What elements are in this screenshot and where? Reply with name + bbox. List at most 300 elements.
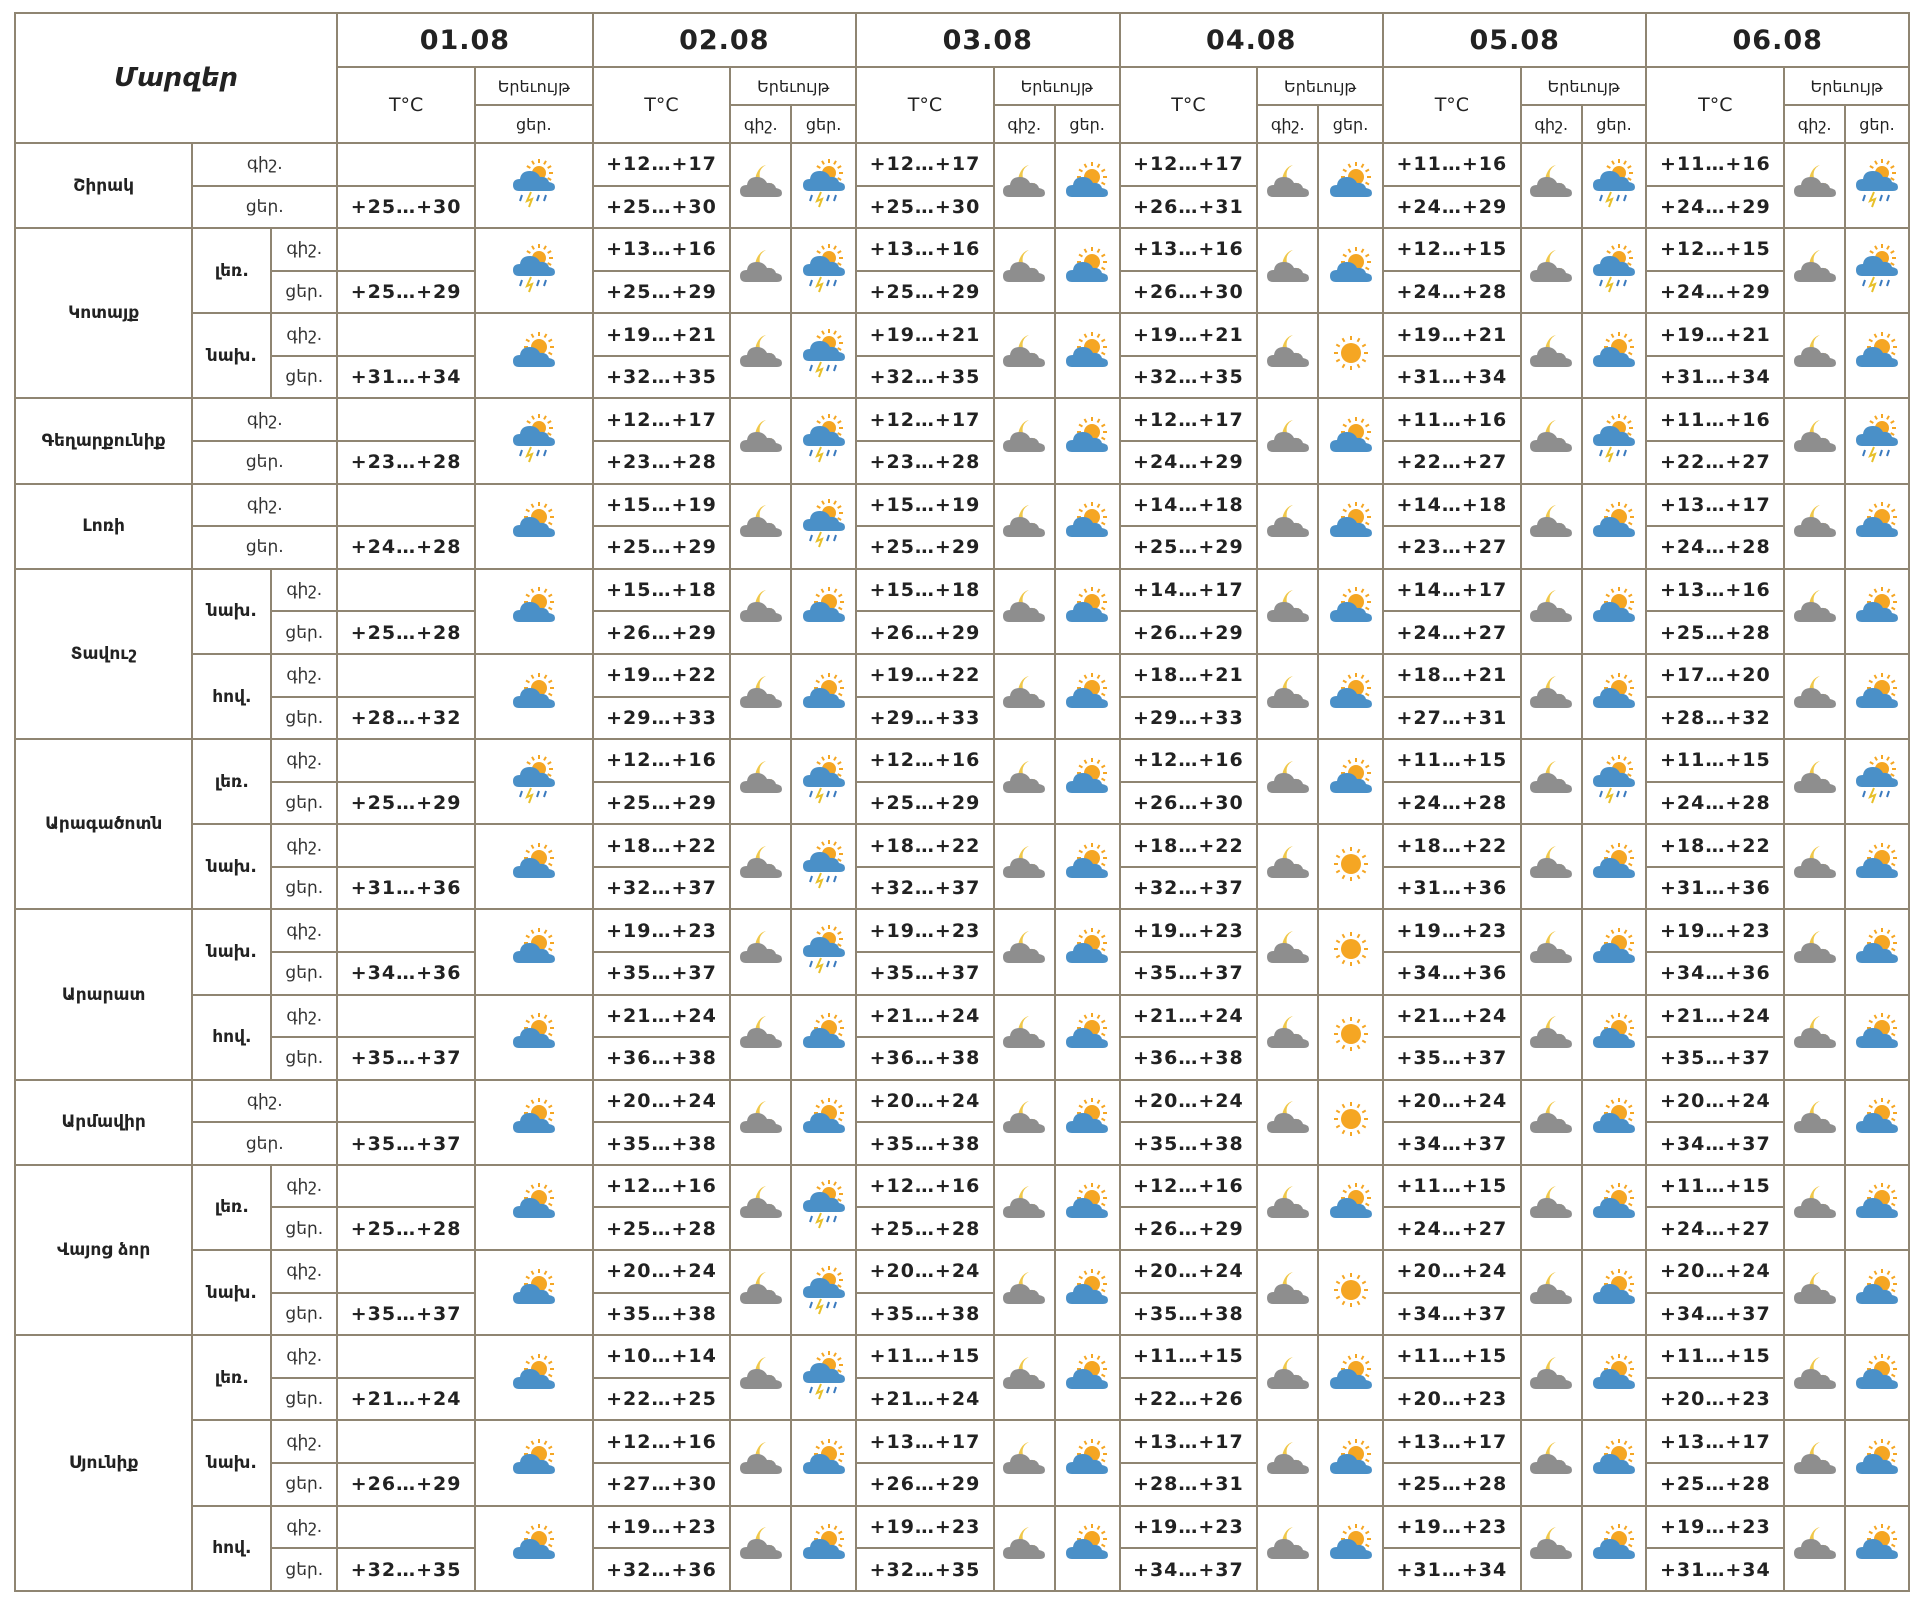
weather-icon-cell [1582,143,1647,228]
moon-cloud-icon [999,670,1049,720]
forecast-row-night [15,1250,1909,1293]
sun-cloud-icon [1589,1095,1639,1145]
night-column-header: գիշ. [1257,105,1318,143]
header-row-dates [15,13,1909,67]
moon-cloud-icon [999,755,1049,805]
weather-icon-cell [1521,739,1582,824]
night-temperature: +13…+17 [1646,484,1784,527]
region-name: Կոտայք [15,228,192,398]
weather-icon-cell [994,313,1055,398]
day-temperature: +26…+29 [1120,1207,1258,1250]
day-temperature: +32…+35 [593,356,731,399]
day-temperature: +31…+34 [337,356,475,399]
sun-cloud-rain-icon [799,329,849,379]
day-temperature: +32…+35 [856,356,994,399]
moon-cloud-icon [1263,1010,1313,1060]
weather-icon-cell [1845,1165,1909,1250]
sun-cloud-rain-icon [799,414,849,464]
weather-icon-cell [1521,824,1582,909]
weather-icon-cell [791,1506,856,1592]
sun-cloud-icon [509,584,559,634]
sun-cloud-icon [1062,1521,1112,1571]
weather-icon-cell [730,1250,791,1335]
day-label: ցեր. [271,1037,337,1080]
night-temperature: +13…+17 [1646,1420,1784,1463]
weather-icon-cell [1784,1080,1845,1165]
weather-icon-cell [1055,1506,1120,1592]
day-label: ցեր. [271,782,337,825]
day-label: ցեր. [271,356,337,399]
sun-cloud-icon [1589,670,1639,720]
day-temperature: +25…+29 [856,271,994,314]
day-temperature: +35…+37 [1646,1037,1784,1080]
moon-cloud-icon [1790,1010,1840,1060]
day-temperature: +34…+36 [337,952,475,995]
weather-icon-cell [994,1506,1055,1592]
day-column-header: ցեր. [475,105,593,143]
sun-cloud-icon [1589,925,1639,975]
night-temperature: +20…+24 [1120,1080,1258,1123]
subarea-label: լեռ. [192,1165,271,1250]
day-temperature: +25…+29 [337,782,475,825]
weather-icon-cell [791,1165,856,1250]
night-temperature [337,1506,475,1549]
day-temperature: +22…+25 [593,1378,731,1421]
sun-cloud-icon [1589,1351,1639,1401]
weather-icon-cell [1257,1335,1318,1420]
weather-icon-cell [475,398,593,483]
weather-icon-cell [730,1335,791,1420]
night-temperature: +12…+17 [593,398,731,441]
night-label: գիշ. [271,995,337,1038]
weather-icon-cell [1582,1335,1647,1420]
moon-cloud-icon [1263,1521,1313,1571]
day-temperature: +26…+29 [337,1463,475,1506]
day-temperature: +32…+35 [1120,356,1258,399]
day-temperature: +35…+37 [593,952,731,995]
forecast-row-night [15,228,1909,271]
moon-cloud-icon [1263,499,1313,549]
night-temperature [337,1080,475,1123]
night-temperature: +12…+16 [856,1165,994,1208]
region-name: Արմավիր [15,1080,192,1165]
day-temperature: +34…+36 [1646,952,1784,995]
night-temperature: +19…+21 [856,313,994,356]
moon-cloud-icon [736,414,786,464]
day-temperature: +26…+29 [1120,611,1258,654]
night-temperature: +18…+22 [1120,824,1258,867]
moon-cloud-icon [1526,1095,1576,1145]
weather-icon-cell [1845,824,1909,909]
moon-cloud-icon [999,499,1049,549]
day-temperature: +25…+30 [337,186,475,229]
sun-cloud-icon [1326,159,1376,209]
day-temperature: +31…+34 [1646,356,1784,399]
moon-cloud-icon [1526,1521,1576,1571]
night-temperature: +15…+18 [593,569,731,612]
weather-icon-cell [1055,313,1120,398]
day-temperature: +32…+35 [337,1548,475,1591]
sun-cloud-icon [1852,1010,1902,1060]
day-temperature: +24…+27 [1646,1207,1784,1250]
night-temperature: +12…+15 [1383,228,1521,271]
night-temperature [337,484,475,527]
weather-icon-cell [1582,824,1647,909]
weather-icon-cell [1257,909,1318,994]
forecast-row-night [15,313,1909,356]
sun-cloud-rain-icon [1589,755,1639,805]
day-label: ցեր. [271,271,337,314]
night-label: գիշ. [192,484,337,527]
weather-icon-cell [1318,228,1383,313]
sun-cloud-icon [1589,1266,1639,1316]
night-temperature: +11…+16 [1646,398,1784,441]
moon-cloud-icon [736,755,786,805]
weather-icon-cell [1582,1506,1647,1592]
sun-cloud-icon [1852,499,1902,549]
day-temperature: +35…+38 [856,1122,994,1165]
day-temperature: +27…+30 [593,1463,731,1506]
day-temperature: +35…+37 [337,1293,475,1336]
forecast-table [14,12,1910,1592]
region-name: Գեղարքունիք [15,398,192,483]
day-temperature: +26…+29 [593,611,731,654]
night-temperature: +12…+16 [593,1420,731,1463]
day-temperature: +25…+29 [593,782,731,825]
weather-icon-cell [791,569,856,654]
weather-icon-cell [1318,569,1383,654]
day-temperature: +24…+29 [1120,441,1258,484]
weather-icon-cell [791,739,856,824]
weather-icon-cell [730,143,791,228]
day-label: ցեր. [192,1122,337,1165]
moon-cloud-icon [1526,159,1576,209]
day-label: ցեր. [271,1293,337,1336]
day-temperature: +35…+38 [1120,1293,1258,1336]
night-temperature [337,398,475,441]
night-label: գիշ. [271,228,337,271]
moon-cloud-icon [736,159,786,209]
weather-icon-cell [791,1420,856,1505]
weather-icon-cell [730,654,791,739]
day-label: ցեր. [271,1207,337,1250]
moon-cloud-icon [1790,755,1840,805]
moon-cloud-icon [1790,840,1840,890]
moon-cloud-icon [999,1436,1049,1486]
weather-icon-cell [1318,1506,1383,1592]
day-temperature: +24…+29 [1646,271,1784,314]
weather-icon-cell [1318,313,1383,398]
sun-cloud-icon [1852,925,1902,975]
day-temperature: +31…+34 [1646,1548,1784,1591]
day-temperature: +28…+32 [337,697,475,740]
night-temperature: +13…+17 [856,1420,994,1463]
night-temperature: +11…+15 [856,1335,994,1378]
sun-cloud-rain-icon [799,755,849,805]
weather-icon-cell [1318,1250,1383,1335]
day-temperature: +25…+28 [593,1207,731,1250]
sun-cloud-icon [509,1521,559,1571]
night-label: գիշ. [271,739,337,782]
weather-icon-cell [1784,1250,1845,1335]
night-temperature: +19…+23 [1383,909,1521,952]
night-label: գիշ. [271,1250,337,1293]
weather-icon-cell [1845,143,1909,228]
night-temperature: +20…+24 [856,1250,994,1293]
weather-icon-cell [1521,313,1582,398]
sun-cloud-icon [1852,1521,1902,1571]
sun-cloud-icon [1589,840,1639,890]
sun-cloud-icon [1852,840,1902,890]
weather-icon-cell [791,313,856,398]
sun-cloud-rain-icon [799,1180,849,1230]
night-label: գիշ. [192,398,337,441]
weather-icon-cell [1582,1250,1647,1335]
day-temperature: +34…+37 [1646,1293,1784,1336]
weather-icon-cell [1784,1165,1845,1250]
day-temperature: +29…+33 [856,697,994,740]
day-temperature: +35…+37 [1383,1037,1521,1080]
moon-cloud-icon [1790,1266,1840,1316]
night-label: գիշ. [271,1420,337,1463]
day-temperature: +32…+37 [856,867,994,910]
subarea-label: նախ. [192,824,271,909]
weather-icon-cell [791,1080,856,1165]
moon-cloud-icon [1263,755,1313,805]
night-temperature [337,654,475,697]
night-temperature: +12…+16 [593,1165,731,1208]
night-temperature [337,143,475,186]
night-temperature: +19…+23 [1120,909,1258,952]
night-temperature [337,313,475,356]
day-temperature: +24…+28 [1383,782,1521,825]
day-temperature: +23…+27 [1383,526,1521,569]
moon-cloud-icon [1526,1351,1576,1401]
night-temperature: +20…+24 [856,1080,994,1123]
moon-cloud-icon [1263,1351,1313,1401]
moon-cloud-icon [736,1266,786,1316]
sun-cloud-rain-icon [799,1266,849,1316]
weather-icon-cell [1521,398,1582,483]
night-temperature: +19…+23 [1120,1506,1258,1549]
night-temperature: +21…+24 [856,995,994,1038]
weather-icon-cell [475,1080,593,1165]
moon-cloud-icon [1790,1095,1840,1145]
weather-icon-cell [1055,739,1120,824]
day-temperature: +35…+37 [1120,952,1258,995]
moon-cloud-icon [999,925,1049,975]
night-column-header: գիշ. [1521,105,1582,143]
night-temperature: +14…+17 [1383,569,1521,612]
day-temperature: +24…+28 [1383,271,1521,314]
sun-cloud-icon [1062,414,1112,464]
sun-cloud-icon [1062,244,1112,294]
night-temperature: +13…+17 [1120,1420,1258,1463]
night-temperature: +11…+15 [1646,1335,1784,1378]
weather-icon-cell [1318,909,1383,994]
sun-cloud-icon [509,1351,559,1401]
forecast-row-night [15,739,1909,782]
phenomenon-column-header: Երեւույթ [994,67,1120,105]
weather-icon-cell [1784,569,1845,654]
moon-cloud-icon [999,1010,1049,1060]
weather-icon-cell [791,1250,856,1335]
subarea-label: նախ. [192,313,271,398]
weather-icon-cell [994,398,1055,483]
forecast-row-night [15,654,1909,697]
moon-cloud-icon [999,414,1049,464]
sun-cloud-icon [1589,584,1639,634]
night-temperature: +19…+21 [1383,313,1521,356]
weather-icon-cell [1055,1080,1120,1165]
sun-cloud-icon [1062,1266,1112,1316]
night-temperature: +15…+19 [593,484,731,527]
night-temperature: +15…+18 [856,569,994,612]
sun-cloud-icon [1852,1180,1902,1230]
night-temperature: +17…+20 [1646,654,1784,697]
temperature-column-header: T°C [337,67,475,143]
night-temperature: +21…+24 [1646,995,1784,1038]
subarea-label: նախ. [192,909,271,994]
moon-cloud-icon [1263,1266,1313,1316]
date-header: 05.08 [1383,13,1646,67]
night-temperature: +19…+23 [856,1506,994,1549]
temperature-column-header: T°C [1646,67,1784,143]
night-temperature: +18…+21 [1383,654,1521,697]
moon-cloud-icon [736,925,786,975]
moon-cloud-icon [1263,159,1313,209]
moon-cloud-icon [736,499,786,549]
night-temperature: +21…+24 [593,995,731,1038]
subarea-label: նախ. [192,569,271,654]
night-temperature [337,228,475,271]
day-temperature: +22…+26 [1120,1378,1258,1421]
day-temperature: +23…+28 [337,441,475,484]
moon-cloud-icon [1526,244,1576,294]
phenomenon-column-header: Երեւույթ [1521,67,1647,105]
moon-cloud-icon [1790,414,1840,464]
sun-cloud-rain-icon [509,755,559,805]
night-temperature: +13…+16 [1646,569,1784,612]
weather-icon-cell [1784,398,1845,483]
night-temperature: +11…+15 [1120,1335,1258,1378]
day-temperature: +23…+28 [856,441,994,484]
sun-cloud-icon [799,1436,849,1486]
night-temperature: +13…+16 [1120,228,1258,271]
sun-cloud-icon [509,1436,559,1486]
day-temperature: +21…+24 [337,1378,475,1421]
night-temperature: +12…+16 [1120,1165,1258,1208]
moon-cloud-icon [1526,1436,1576,1486]
night-temperature: +12…+17 [856,143,994,186]
weather-icon-cell [1845,909,1909,994]
sun-cloud-rain-icon [1589,159,1639,209]
night-label: գիշ. [271,909,337,952]
weather-icon-cell [1582,739,1647,824]
sun-cloud-rain-icon [1852,159,1902,209]
phenomenon-column-header: Երեւույթ [475,67,593,105]
day-temperature: +25…+28 [337,1207,475,1250]
sun-cloud-icon [1326,1436,1376,1486]
night-temperature: +18…+22 [1383,824,1521,867]
night-temperature: +12…+16 [593,739,731,782]
weather-icon-cell [1055,1420,1120,1505]
day-temperature: +35…+37 [337,1122,475,1165]
sun-cloud-rain-icon [509,244,559,294]
moon-cloud-icon [1790,1436,1840,1486]
day-temperature: +23…+28 [593,441,731,484]
subarea-label: նախ. [192,1250,271,1335]
night-temperature: +20…+24 [1120,1250,1258,1293]
night-temperature: +18…+21 [1120,654,1258,697]
sun-cloud-rain-icon [799,840,849,890]
weather-icon-cell [994,1250,1055,1335]
weather-icon-cell [1845,1506,1909,1592]
weather-icon-cell [475,228,593,313]
weather-icon-cell [994,1420,1055,1505]
night-temperature: +12…+16 [1120,739,1258,782]
night-temperature: +12…+16 [856,739,994,782]
forecast-row-night [15,143,1909,186]
moon-cloud-icon [736,584,786,634]
sun-cloud-icon [1062,670,1112,720]
weather-icon-cell [791,909,856,994]
date-header: 06.08 [1646,13,1909,67]
weather-icon-cell [1582,995,1647,1080]
moon-cloud-icon [1790,159,1840,209]
date-header: 04.08 [1120,13,1383,67]
day-column-header: ցեր. [791,105,856,143]
weather-icon-cell [1257,1080,1318,1165]
sun-cloud-icon [1062,329,1112,379]
day-label: ցեր. [192,441,337,484]
moon-cloud-icon [1526,499,1576,549]
sun-cloud-icon [1852,329,1902,379]
weather-icon-cell [1055,1250,1120,1335]
weather-icon-cell [1845,484,1909,569]
day-label: ցեր. [192,186,337,229]
day-column-header: ցեր. [1318,105,1383,143]
weather-icon-cell [1845,228,1909,313]
night-temperature: +11…+16 [1383,398,1521,441]
night-temperature: +21…+24 [1120,995,1258,1038]
day-label: ցեր. [271,1378,337,1421]
weather-icon-cell [1318,995,1383,1080]
weather-icon-cell [994,1335,1055,1420]
weather-icon-cell [1055,1165,1120,1250]
sun-cloud-icon [1062,159,1112,209]
day-temperature: +25…+29 [856,782,994,825]
weather-icon-cell [1318,1335,1383,1420]
region-name: Սյունիք [15,1335,192,1591]
date-header: 02.08 [593,13,856,67]
weather-icon-cell [1055,569,1120,654]
night-temperature: +20…+24 [1646,1250,1784,1293]
night-temperature: +10…+14 [593,1335,731,1378]
sun-cloud-icon [509,499,559,549]
moon-cloud-icon [1790,584,1840,634]
date-header: 03.08 [856,13,1119,67]
moon-cloud-icon [1526,584,1576,634]
day-temperature: +28…+31 [1120,1463,1258,1506]
day-temperature: +25…+28 [1646,1463,1784,1506]
night-label: գիշ. [271,1165,337,1208]
day-temperature: +29…+33 [1120,697,1258,740]
moon-cloud-icon [1263,1095,1313,1145]
day-temperature: +25…+28 [1646,611,1784,654]
night-temperature: +18…+22 [593,824,731,867]
weather-icon-cell [1055,654,1120,739]
